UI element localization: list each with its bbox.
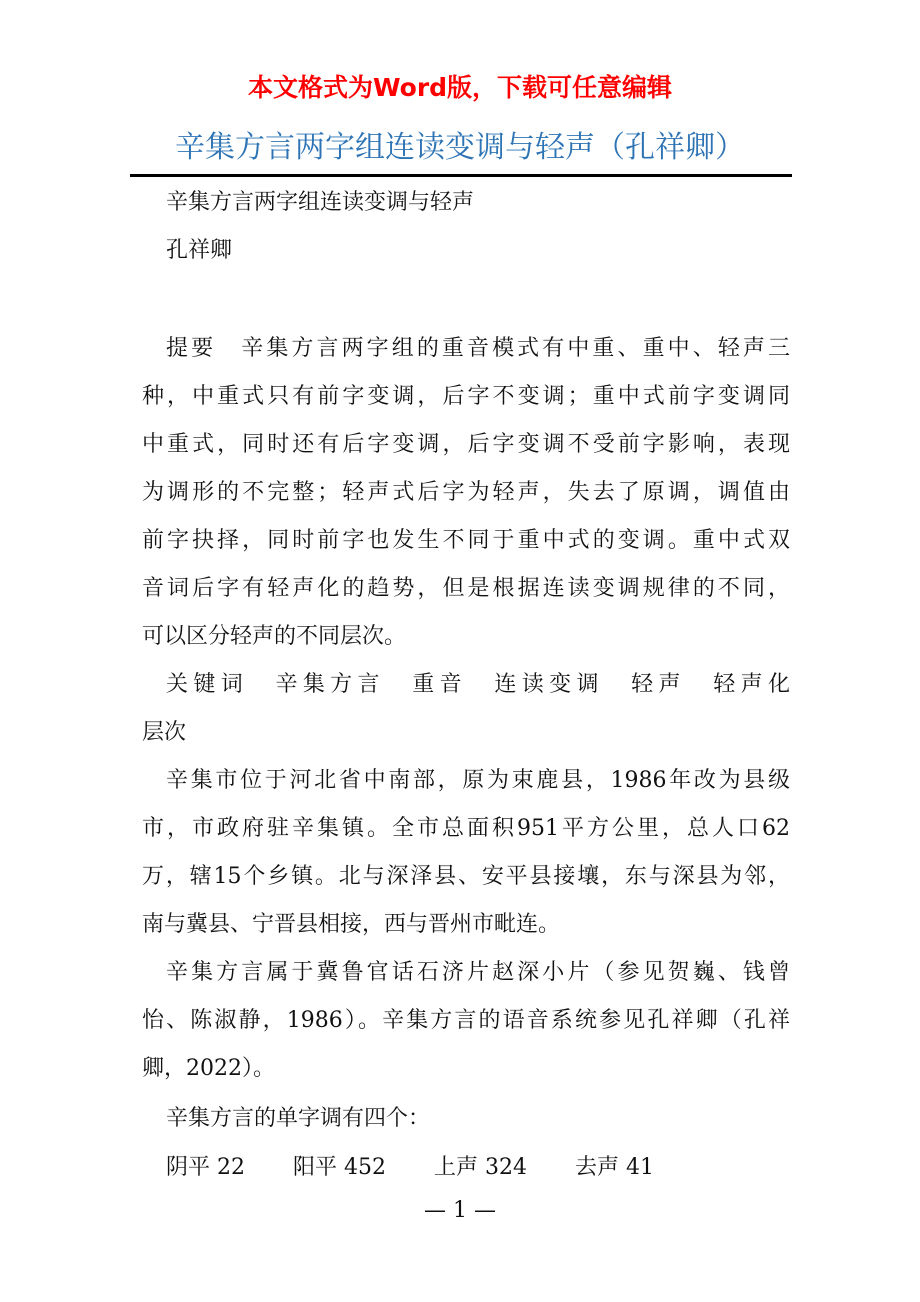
abstract-line: 前字抉择，同时前字也发生不同于重中式的变调。重中式双 (142, 528, 790, 553)
abstract-line: 为调形的不完整；轻声式后字为轻声，失去了原调，调值由 (142, 480, 790, 505)
paragraph-line: 万，辖15个乡镇。北与深泽县、安平县接壤，东与深县为邻， (142, 864, 790, 889)
page-number: — 1 — (424, 1198, 496, 1223)
tone-shangsheng: 上声 324 (434, 1155, 527, 1180)
article-author: 孔祥卿 (166, 238, 233, 263)
abstract-line: 中重式，同时还有后字变调，后字变调不受前字影响，表现 (142, 432, 790, 457)
abstract-line: 可以区分轻声的不同层次。 (142, 624, 407, 649)
title-divider (130, 174, 792, 177)
abstract-line: 提要 辛集方言两字组的重音模式有中重、重中、轻声三 (166, 336, 790, 361)
tone-list (166, 1153, 702, 1183)
paragraph-line: 辛集方言属于冀鲁官话石济片赵深小片（参见贺巍、钱曾 (166, 960, 790, 985)
keywords-line: 层次 (142, 720, 187, 745)
tone-yangping: 阳平 452 (293, 1155, 386, 1180)
watermark-banner: 本文格式为Word版，下载可任意编辑 (247, 73, 673, 102)
document-title: 辛集方言两字组连读变调与轻声（孔祥卿） (175, 130, 745, 165)
tone-yinping: 阴平 22 (166, 1155, 245, 1180)
paragraph-line: 辛集方言的单字调有四个： (166, 1106, 431, 1131)
article-title: 辛集方言两字组连读变调与轻声 (166, 190, 475, 215)
tone-qusheng: 去声 41 (575, 1155, 654, 1180)
paragraph-line: 南与冀县、宁晋县相接，西与晋州市毗连。 (142, 912, 561, 937)
paragraph-line: 卿，2022）。 (142, 1056, 275, 1081)
abstract-line: 种，中重式只有前字变调，后字不变调；重中式前字变调同 (142, 384, 790, 409)
paragraph-line: 市，市政府驻辛集镇。全市总面积951平方公里，总人口62 (142, 816, 790, 841)
keywords-line: 关键词 辛集方言 重音 连读变调 轻声 轻声化 (166, 672, 790, 697)
paragraph-line: 辛集市位于河北省中南部，原为束鹿县，1986年改为县级 (166, 768, 790, 793)
abstract-line: 音词后字有轻声化的趋势，但是根据连读变调规律的不同， (142, 576, 790, 601)
paragraph-line: 怡、陈淑静，1986）。辛集方言的语音系统参见孔祥卿（孔祥 (142, 1008, 790, 1033)
